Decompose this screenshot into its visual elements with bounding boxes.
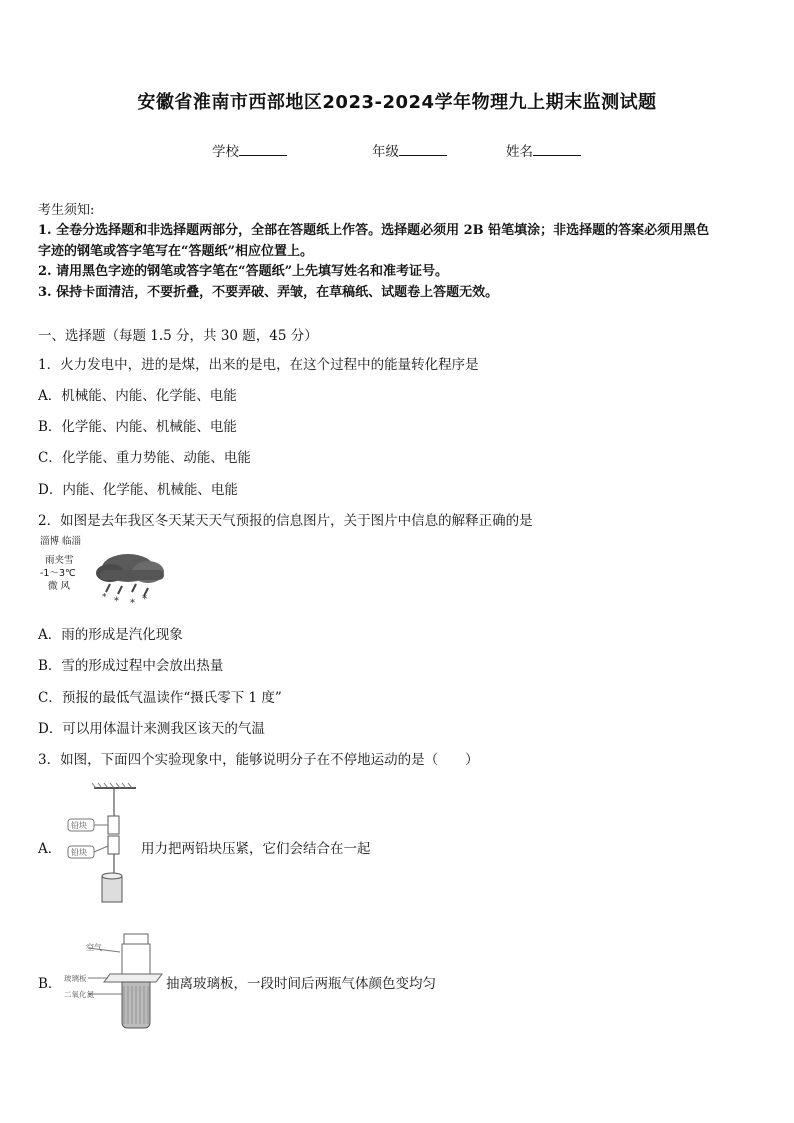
lead-blocks-figure [64, 782, 140, 910]
question-1-stem: 1．火力发电中，进的是煤，出来的是电，在这个过程中的能量转化程序是 [38, 357, 479, 373]
school-label: 学校 [212, 144, 239, 160]
name-label: 姓名 [506, 144, 533, 160]
name-field [506, 140, 581, 160]
notice-line: 1. 全卷分选择题和非选择题两部分，全部在答题纸上作答。选择题必须用 2B 铅笔填涂；非选择题的答案必须用黑色 [38, 223, 710, 238]
weather-temp: -1～3℃ [40, 568, 76, 579]
question-3-option-b-text: 抽离玻璃板，一段时间后两瓶气体颜色变均匀 [166, 976, 436, 992]
svg-text:*: * [142, 594, 147, 605]
fig-label-lead-1: 铅块 [71, 821, 87, 830]
fig-label-lead-2: 铅块 [71, 848, 87, 857]
fig-label-air: 空气 [86, 943, 102, 952]
svg-text:*: * [102, 593, 107, 603]
question-3-stem: 3．如图，下面四个实验现象中，能够说明分子在不停地运动的是（ ） [38, 752, 479, 768]
question-1-option-b: B．化学能、内能、机械能、电能 [38, 419, 237, 435]
question-2-option-a: A．雨的形成是汽化现象 [38, 627, 183, 643]
question-1-option-a: A．机械能、内能、化学能、电能 [38, 388, 237, 404]
weather-header: 淄博 临淄 [40, 536, 82, 547]
gas-jars-figure [62, 930, 168, 1032]
notice-line: 2. 请用黑色字迹的钢笔或答字笔在“答题纸”上先填写姓名和准考证号。 [38, 264, 449, 279]
question-3-option-a-label: A． [38, 841, 62, 857]
question-2-option-d: D．可以用体温计来测我区该天的气温 [38, 721, 265, 737]
svg-text:*: * [130, 598, 135, 608]
question-2-stem: 2．如图是去年我区冬天某天天气预报的信息图片，关于图片中信息的解释正确的是 [38, 513, 533, 529]
fig-label-glass: 玻璃板 [64, 974, 87, 983]
notice-line: 字迹的钢笔或答字笔写在“答题纸”相应位置上。 [38, 244, 313, 259]
grade-label: 年级 [372, 144, 399, 160]
sleet-cloud-icon [92, 548, 170, 608]
question-3-option-a-text: 用力把两铅块压紧，它们会结合在一起 [141, 841, 371, 857]
notice-heading: 考生须知: [38, 203, 95, 218]
question-2-option-c: C．预报的最低气温读作“摄氏零下 1 度” [38, 690, 282, 706]
question-3-option-b-label: B． [38, 976, 62, 992]
question-2-option-b: B．雪的形成过程中会放出热量 [38, 658, 224, 674]
question-1-option-c: C．化学能、重力势能、动能、电能 [38, 450, 251, 466]
section-heading: 一、选择题（每题 1.5 分，共 30 题，45 分） [38, 328, 318, 344]
fig-label-no2: 二氧化氮 [64, 990, 94, 999]
weather-condition: 雨夹雪 [45, 555, 74, 566]
school-field [212, 140, 287, 160]
question-1-option-d: D．内能、化学能、机械能、电能 [38, 482, 238, 498]
notice-line: 3. 保持卡面清洁，不要折叠，不要弄破、弄皱，在草稿纸、试题卷上答题无效。 [38, 285, 499, 300]
page-title: 安徽省淮南市西部地区2023-2024学年物理九上期末监测试题 [137, 92, 657, 113]
svg-text:*: * [114, 596, 119, 607]
weather-wind: 微 风 [48, 581, 71, 592]
grade-field [372, 140, 447, 160]
